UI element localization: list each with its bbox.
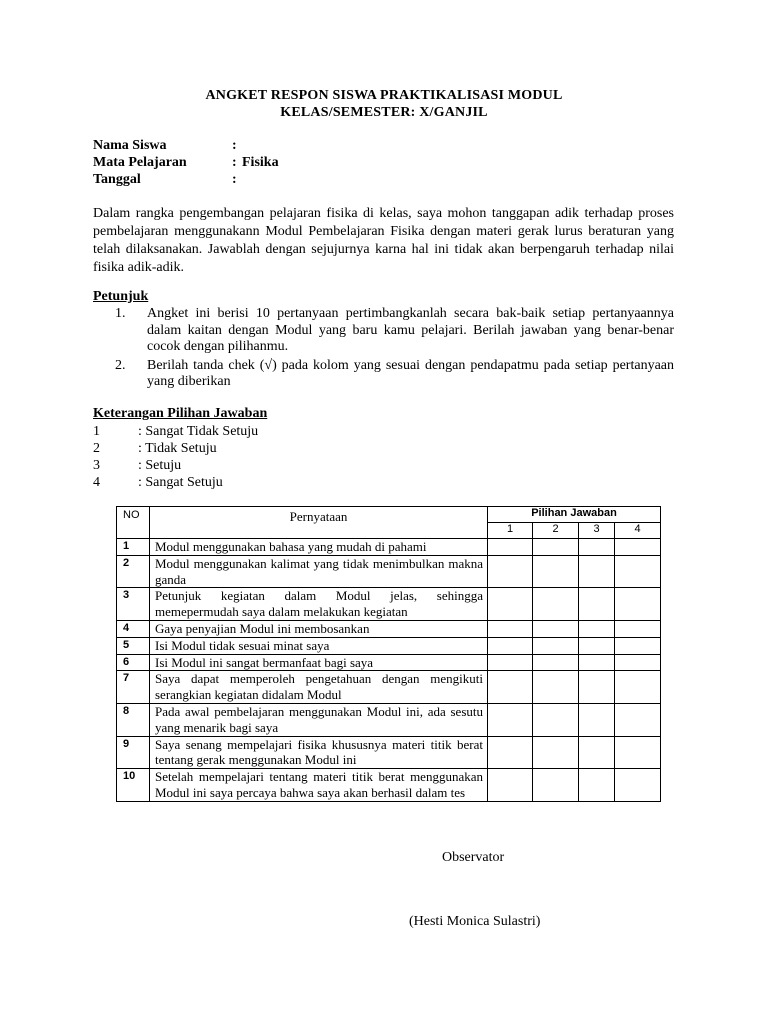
answer-cell-3[interactable] <box>579 654 615 671</box>
legend-text: : Setuju <box>138 458 182 473</box>
row-number: 8 <box>117 703 150 736</box>
instructions-heading: Petunjuk <box>93 289 149 304</box>
answer-cell-2[interactable] <box>533 703 579 736</box>
row-number: 1 <box>117 539 150 556</box>
instructions-list <box>93 306 674 393</box>
table-row <box>117 671 661 704</box>
header-answer-choices: Pilihan Jawaban <box>488 507 661 523</box>
table-row <box>117 769 661 802</box>
legend-item <box>93 423 393 440</box>
header-choice-4: 4 <box>615 523 661 539</box>
identity-label: Mata Pelajaran <box>93 155 187 170</box>
table-row <box>117 588 661 621</box>
identity-label: Tanggal <box>93 172 141 187</box>
legend-text: : Sangat Tidak Setuju <box>138 424 259 439</box>
legend-heading: Keterangan Pilihan Jawaban <box>93 406 268 421</box>
header-choice-1: 1 <box>488 523 533 539</box>
list-item-text: Angket ini berisi 10 pertanyaan pertimbangkanlah secara bak-baik setiap pertanyaannya dalam kaitan dengan Modul yang baru kamu pelajari. Berilah jawaban yang benar-benar cocok dengan pilihanmu. <box>147 306 674 354</box>
answer-cell-4[interactable] <box>615 671 661 704</box>
answer-cell-2[interactable] <box>533 637 579 654</box>
row-number: 5 <box>117 637 150 654</box>
answer-cell-1[interactable] <box>488 654 533 671</box>
list-item-number: 1. <box>115 306 126 321</box>
identity-value: Fisika <box>242 155 279 170</box>
row-statement: Modul menggunakan bahasa yang mudah di pahami <box>150 539 488 556</box>
answer-cell-3[interactable] <box>579 620 615 637</box>
answer-cell-4[interactable] <box>615 654 661 671</box>
answer-cell-4[interactable] <box>615 703 661 736</box>
table-row <box>117 654 661 671</box>
answer-cell-1[interactable] <box>488 637 533 654</box>
header-statement: Pernyataan <box>150 507 488 539</box>
identity-colon: : <box>232 155 237 170</box>
answer-cell-4[interactable] <box>615 555 661 588</box>
identity-label: Nama Siswa <box>93 138 167 153</box>
answer-cell-1[interactable] <box>488 671 533 704</box>
legend-item <box>93 440 393 457</box>
table-row <box>117 539 661 556</box>
identity-colon: : <box>232 172 237 187</box>
answer-cell-4[interactable] <box>615 539 661 556</box>
legend-text: : Tidak Setuju <box>138 441 217 456</box>
answer-cell-4[interactable] <box>615 769 661 802</box>
list-item-text: Berilah tanda chek (√) pada kolom yang sesuai dengan pendapatmu pada setiap pertanyaan yang diberikan <box>147 357 674 389</box>
document-title: ANGKET RESPON SISWA PRAKTIKALISASI MODUL <box>205 88 563 103</box>
answer-cell-1[interactable] <box>488 736 533 769</box>
answer-cell-4[interactable] <box>615 736 661 769</box>
answer-cell-2[interactable] <box>533 769 579 802</box>
row-number: 3 <box>117 588 150 621</box>
answer-cell-1[interactable] <box>488 620 533 637</box>
header-choice-2: 2 <box>533 523 579 539</box>
answer-cell-2[interactable] <box>533 620 579 637</box>
answer-cell-1[interactable] <box>488 555 533 588</box>
identity-colon: : <box>232 138 237 153</box>
header-no: NO <box>117 507 150 539</box>
answer-cell-4[interactable] <box>615 637 661 654</box>
answer-cell-3[interactable] <box>579 736 615 769</box>
header-choice-3: 3 <box>579 523 615 539</box>
row-statement: Isi Modul ini sangat bermanfaat bagi saya <box>150 654 488 671</box>
answer-cell-3[interactable] <box>579 769 615 802</box>
answer-cell-2[interactable] <box>533 588 579 621</box>
answer-cell-2[interactable] <box>533 555 579 588</box>
list-item-number: 2. <box>115 357 126 373</box>
intro-paragraph: Dalam rangka pengembangan pelajaran fisika di kelas, saya mohon tanggapan adik terhadap proses pembelajaran menggunakann Modul Pembelajaran Fisika dengan materi gerak lurus beraturan yang telah dilaksanakan. Jawablah dengan sejujurnya karna hal ini tidak akan berpengaruh terhadap nilai fisika adik-adik. <box>93 206 674 275</box>
answer-cell-3[interactable] <box>579 555 615 588</box>
legend-text: : Sangat Setuju <box>138 475 223 490</box>
row-statement: Setelah mempelajari tentang materi titik berat menggunakan Modul ini saya percaya bahwa saya akan berhasil dalam tes <box>150 769 488 802</box>
row-number: 10 <box>117 769 150 802</box>
observer-name: (Hesti Monica Sulastri) <box>409 914 541 929</box>
legend-item <box>93 474 393 491</box>
row-statement: Isi Modul tidak sesuai minat saya <box>150 637 488 654</box>
row-number: 6 <box>117 654 150 671</box>
list-item <box>93 306 674 356</box>
legend-key: 2 <box>93 441 100 456</box>
questionnaire-table <box>116 506 661 802</box>
answer-cell-1[interactable] <box>488 539 533 556</box>
row-statement: Saya dapat memperoleh pengetahuan dengan mengikuti serangkian kegiatan didalam Modul <box>150 671 488 704</box>
list-item <box>93 358 674 391</box>
row-number: 2 <box>117 555 150 588</box>
table-row <box>117 736 661 769</box>
answer-cell-2[interactable] <box>533 736 579 769</box>
row-statement: Petunjuk kegiatan dalam Modul jelas, sehingga memepermudah saya dalam melakukan kegiatan <box>150 588 488 621</box>
answer-cell-3[interactable] <box>579 539 615 556</box>
answer-cell-2[interactable] <box>533 671 579 704</box>
row-statement: Gaya penyajian Modul ini membosankan <box>150 620 488 637</box>
row-statement: Pada awal pembelajaran menggunakan Modul ini, ada sesutu yang menarik bagi saya <box>150 703 488 736</box>
row-number: 9 <box>117 736 150 769</box>
answer-cell-2[interactable] <box>533 539 579 556</box>
legend-item <box>93 457 393 474</box>
answer-cell-3[interactable] <box>579 637 615 654</box>
table-row <box>117 703 661 736</box>
row-number: 4 <box>117 620 150 637</box>
answer-cell-1[interactable] <box>488 769 533 802</box>
document-subtitle: KELAS/SEMESTER: X/GANJIL <box>280 105 488 120</box>
legend-key: 4 <box>93 475 100 490</box>
answer-cell-4[interactable] <box>615 620 661 637</box>
answer-cell-4[interactable] <box>615 588 661 621</box>
row-statement: Saya senang mempelajari fisika khususnya materi titik berat tentang gerak menggunakan Modul ini <box>150 736 488 769</box>
table-row <box>117 555 661 588</box>
answer-cell-3[interactable] <box>579 703 615 736</box>
answer-cell-3[interactable] <box>579 588 615 621</box>
row-statement: Modul menggunakan kalimat yang tidak menimbulkan makna ganda <box>150 555 488 588</box>
legend-key: 3 <box>93 458 100 473</box>
legend-key: 1 <box>93 424 100 439</box>
table-row <box>117 620 661 637</box>
answer-cell-2[interactable] <box>533 654 579 671</box>
answer-cell-3[interactable] <box>579 671 615 704</box>
answer-legend <box>93 423 393 491</box>
answer-cell-1[interactable] <box>488 588 533 621</box>
observer-label: Observator <box>442 850 505 865</box>
table-row <box>117 637 661 654</box>
answer-cell-1[interactable] <box>488 703 533 736</box>
row-number: 7 <box>117 671 150 704</box>
